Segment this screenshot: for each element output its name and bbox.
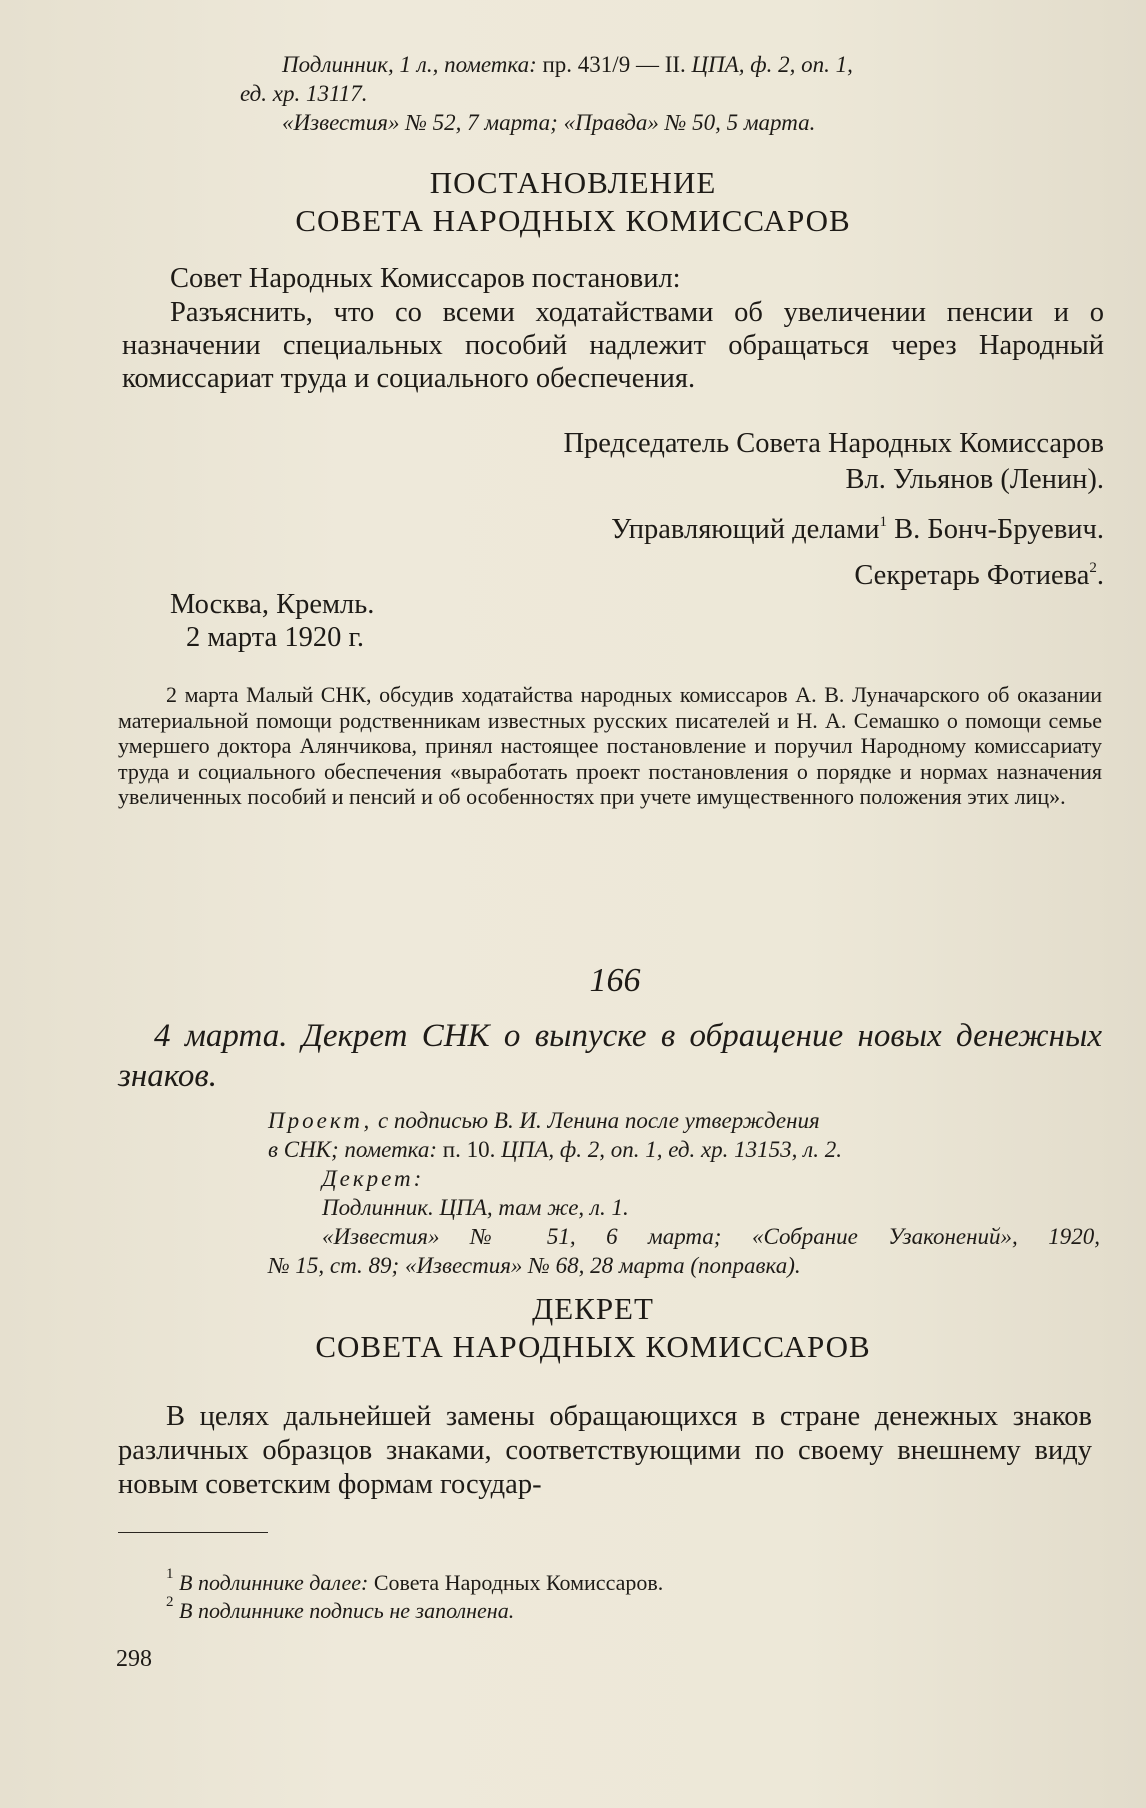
date: 2 марта 1920 г.	[186, 622, 365, 653]
footnote-ref-1: 1	[879, 514, 887, 530]
resolution-title	[0, 164, 1146, 240]
source-publications-2: № 15, ст. 89; «Известия» № 68, 28 марта (поправка).	[268, 1253, 801, 1278]
source-project-rest: с подписью В. И. Ленина после утверждения	[372, 1108, 820, 1133]
decree-title-line2: СОВЕТА НАРОДНЫХ КОМИССАРОВ	[315, 1329, 871, 1364]
secretary-signature: Секретарь Фотиева$^2$.	[854, 560, 1104, 591]
footnote-2-italic: В подлиннике подпись не заполнена.	[179, 1598, 515, 1623]
source-note-line3	[282, 108, 1044, 137]
resolution-intro: Совет Народных Комиссаров постановил:	[170, 263, 681, 294]
source-project-archive: ЦПА, ф. 2, оп. 1, ед. хр. 13153, л. 2.	[501, 1137, 842, 1162]
chair-title: Председатель Совета Народных Комиссаров	[563, 428, 1104, 459]
decree-title	[20, 1290, 1146, 1366]
source-project-label: Проект,	[268, 1108, 373, 1133]
footnote-2	[166, 1594, 515, 1624]
source-publications-1: «Известия» № 51, 6 марта; «Собрание Узаконений», 1920,	[322, 1224, 1100, 1249]
manager-label: Управляющий делами	[611, 514, 880, 545]
decree-title-line1: ДЕКРЕТ	[532, 1291, 654, 1326]
source-note-line1-italic: Подлинник, 1 л., пометка:	[282, 52, 537, 77]
source-original-line	[322, 1193, 629, 1222]
source-note-top	[282, 50, 1100, 79]
source-project-mark-value: п. 10.	[437, 1137, 502, 1162]
place: Москва, Кремль.	[170, 589, 375, 620]
document-heading: 4 марта. Декрет СНК о выпуске в обращение новых денежных знаков.	[118, 1018, 1102, 1094]
source-note-line1-plain: пр. 431/9 — II.	[536, 52, 692, 77]
source-note-publications: «Известия» № 52, 7 марта; «Правда» № 50, 5 марта.	[282, 110, 816, 135]
footnote-1-text: Совета Народных Комиссаров.	[368, 1570, 664, 1595]
source-note-166	[268, 1106, 1100, 1135]
footnote-ref-2: 2	[1089, 560, 1097, 576]
resolution-title-line2: СОВЕТА НАРОДНЫХ КОМИССАРОВ	[295, 203, 851, 238]
secretary-label: Секретарь Фотиева	[854, 560, 1090, 591]
chair-signature	[300, 426, 1104, 498]
footnote-1-italic: В подлиннике далее:	[179, 1570, 369, 1595]
page-number: 298	[116, 1646, 152, 1672]
source-decree-label-line	[322, 1164, 424, 1193]
source-project-mark-label: в СНК; пометка:	[268, 1137, 438, 1162]
footnote-2-mark: 2	[166, 1594, 174, 1610]
resolution-text: Разъяснить, что со всеми ходатайствами об увеличении пенсии и о назначении специальных пособий надлежит обращаться через Народный комиссариат труда и социального обеспечения.	[122, 297, 1104, 394]
source-decree-label: Декрет:	[322, 1166, 425, 1191]
source-publications-line1	[322, 1222, 1100, 1251]
resolution-title-line1: ПОСТАНОВЛЕНИЕ	[429, 165, 717, 200]
footnote-1	[166, 1566, 664, 1596]
footnote-divider	[118, 1532, 268, 1533]
source-note-166-line2	[268, 1135, 842, 1164]
source-note-line2	[240, 79, 368, 108]
footnote-1-mark: 1	[166, 1566, 174, 1582]
chair-name: Вл. Ульянов (Ленин).	[845, 464, 1104, 495]
decree-text: В целях дальнейшей замены обращающихся в стране денежных знаков различных образцов знаками, соответствующими по своему внешнему виду новым советским формам государ-	[118, 1401, 1092, 1500]
source-note-line1-archive: ЦПА, ф. 2, оп. 1,	[691, 52, 853, 77]
editorial-note: 2 марта Малый СНК, обсудив ходатайства народных комиссаров А. В. Луначарского об оказании материальной помощи родственникам известных русских писателей и Н. А. Семашко о помощи семье умершего доктора Алянчикова, принял настоящее постановление и поручил Народному комиссариату труда и социального обеспечения «выработать проект постановления о порядке и нормах назначения увеличенных пособий и пенсий и об особенностях при учете имущественного положения этих лиц».	[118, 682, 1102, 809]
manager-name: В. Бонч-Бруевич.	[886, 514, 1104, 545]
source-note-archive-item: ед. хр. 13117.	[240, 81, 368, 106]
manager-signature	[300, 512, 1104, 548]
source-publications-line2	[268, 1251, 801, 1280]
document-number: 166	[589, 962, 641, 999]
source-original: Подлинник. ЦПА, там же, л. 1.	[322, 1195, 629, 1220]
